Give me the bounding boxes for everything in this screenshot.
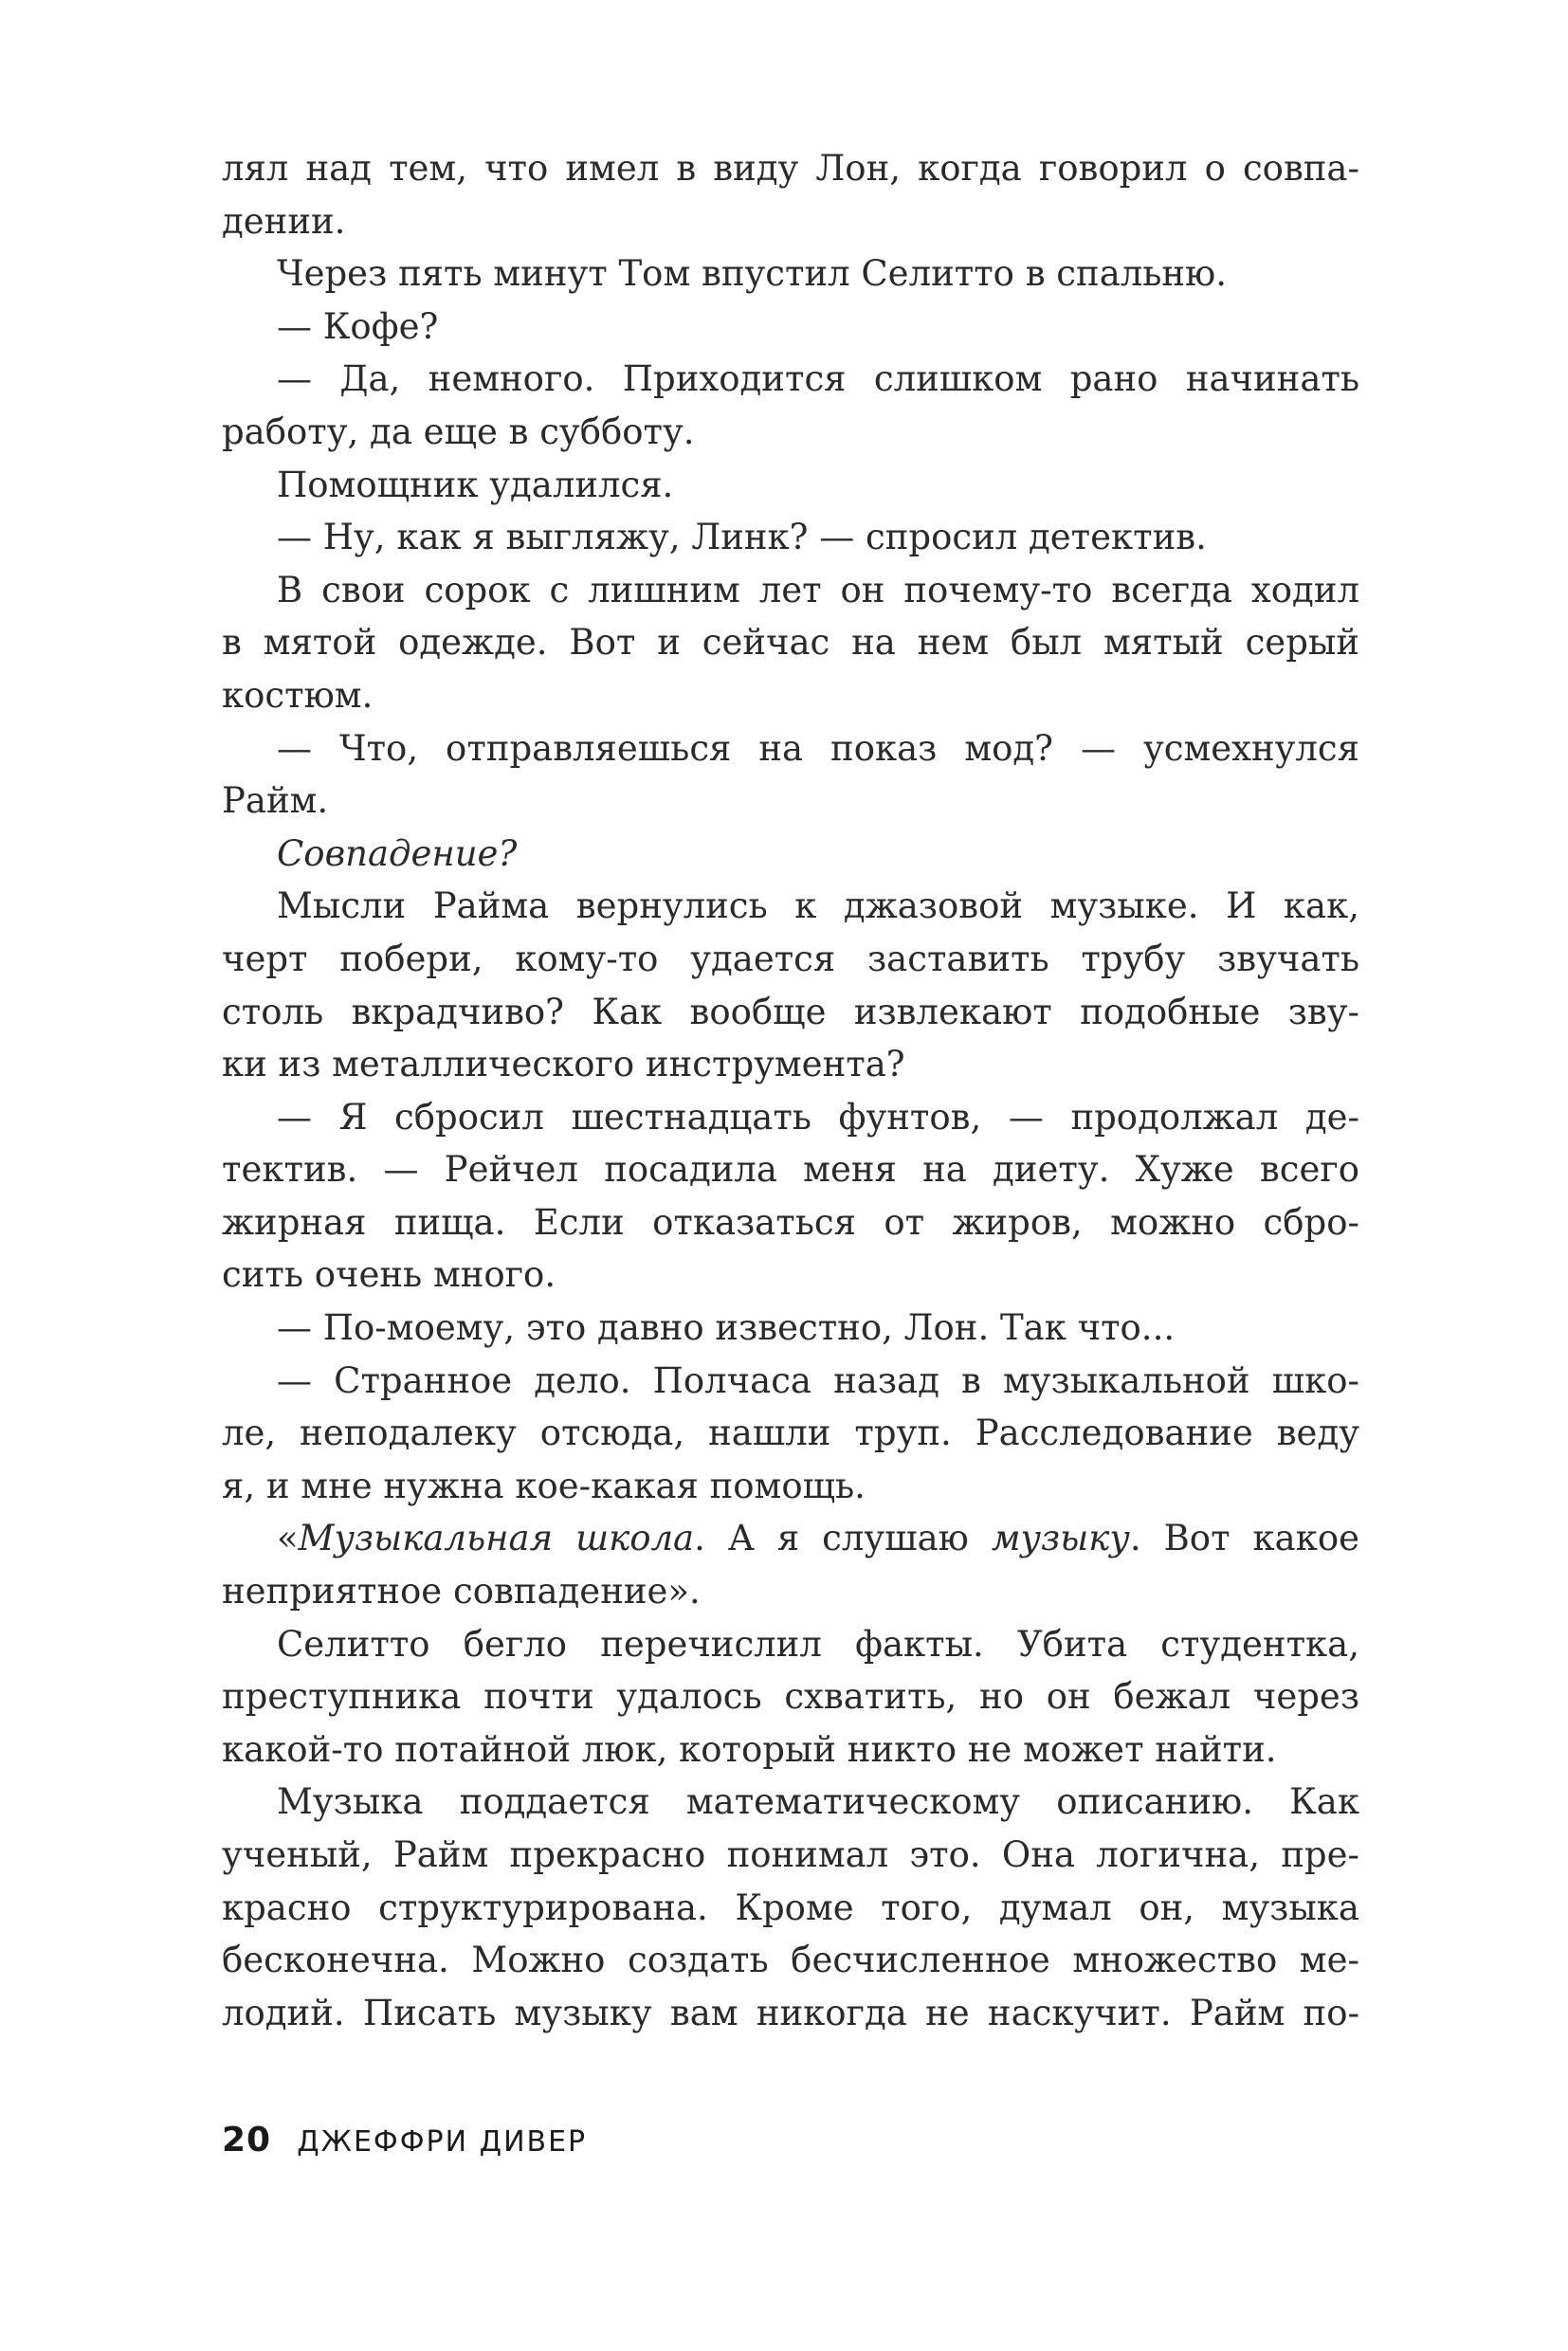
text-line: Совпадение?	[277, 832, 518, 874]
text-fragment-italic: музыку	[991, 1518, 1130, 1559]
text-line: лодий. Писать музыку вам никогда не наскучит. Райм по-	[222, 1992, 1359, 2033]
body-text	[222, 142, 1359, 2039]
running-header-author: ДЖЕФФРИ ДИВЕР	[297, 2125, 588, 2159]
page-footer	[222, 2121, 587, 2160]
text-line: Райм.	[222, 780, 329, 822]
text-line: неприятное совпадение».	[222, 1571, 701, 1613]
page-number: 20	[222, 2121, 272, 2160]
text-line: ле, неподалеку отсюда, нашли труп. Расследование веду	[222, 1412, 1359, 1454]
text-line: ученый, Райм прекрасно понимал это. Она логична, пре-	[222, 1834, 1359, 1875]
text-line: лял над тем, что имел в виду Лон, когда говорил о совпа-	[222, 148, 1359, 189]
text-line: ки из металлического инструмента?	[222, 1044, 905, 1085]
text-line: Музыка поддается математическому описанию. Как	[277, 1781, 1359, 1823]
text-line: тектив. — Рейчел посадила меня на диету. Хуже всего	[222, 1149, 1359, 1191]
text-line: — Что, отправляешься на показ мод? — усмехнулся	[277, 727, 1359, 769]
text-line: костюм.	[222, 674, 374, 716]
text-line: Мысли Райма вернулись к джазовой музыке. И как,	[277, 885, 1359, 927]
text-line: жирная пища. Если отказаться от жиров, можно сбро-	[222, 1201, 1359, 1243]
text-line: в мятой одежде. Вот и сейчас на нем был мятый серый	[222, 622, 1359, 664]
text-line: — Да, немного. Приходится слишком рано начинать	[277, 358, 1359, 400]
text-fragment: . А я слушаю	[694, 1518, 992, 1559]
text-line: я, и мне нужна кое-какая помощь.	[222, 1465, 866, 1506]
text-line: дении.	[222, 200, 346, 242]
text-fragment: «	[277, 1518, 299, 1559]
text-line: — Кофе?	[277, 305, 439, 347]
text-line: — Странное дело. Полчаса назад в музыкальной шко-	[277, 1359, 1359, 1401]
text-line: Селитто бегло перечислил факты. Убита студентка,	[277, 1623, 1359, 1665]
text-line	[222, 1512, 1359, 1565]
text-line: какой-то потайной люк, который никто не может найти.	[222, 1728, 1277, 1770]
text-line: В свои сорок с лишним лет он почему-то всегда ходил	[277, 569, 1359, 611]
text-line: — По-моему, это давно известно, Лон. Так что...	[277, 1307, 1176, 1349]
text-line: — Ну, как я выгляжу, Линк? — спросил детектив.	[277, 517, 1207, 558]
text-line: черт побери, кому-то удается заставить трубу звучать	[222, 938, 1359, 979]
text-fragment: . Вот какое	[1129, 1518, 1359, 1559]
text-fragment-italic: Музыкальная школа	[298, 1518, 695, 1559]
text-line: сить очень много.	[222, 1254, 556, 1296]
text-line: столь вкрадчиво? Как вообще извлекают подобные зву-	[222, 991, 1359, 1032]
text-line: Через пять минут Том впустил Селитто в спальню.	[277, 253, 1228, 295]
text-line: — Я сбросил шестнадцать фунтов, — продолжал де-	[277, 1096, 1359, 1138]
text-line: преступника почти удалось схватить, но он бежал через	[222, 1676, 1359, 1718]
text-line: работу, да еще в субботу.	[222, 410, 695, 452]
text-line: бесконечна. Можно создать бесчисленное множество ме-	[222, 1940, 1359, 1981]
text-line: Помощник удалился.	[277, 464, 674, 505]
text-line: красно структурирована. Кроме того, думал он, музыка	[222, 1886, 1359, 1928]
